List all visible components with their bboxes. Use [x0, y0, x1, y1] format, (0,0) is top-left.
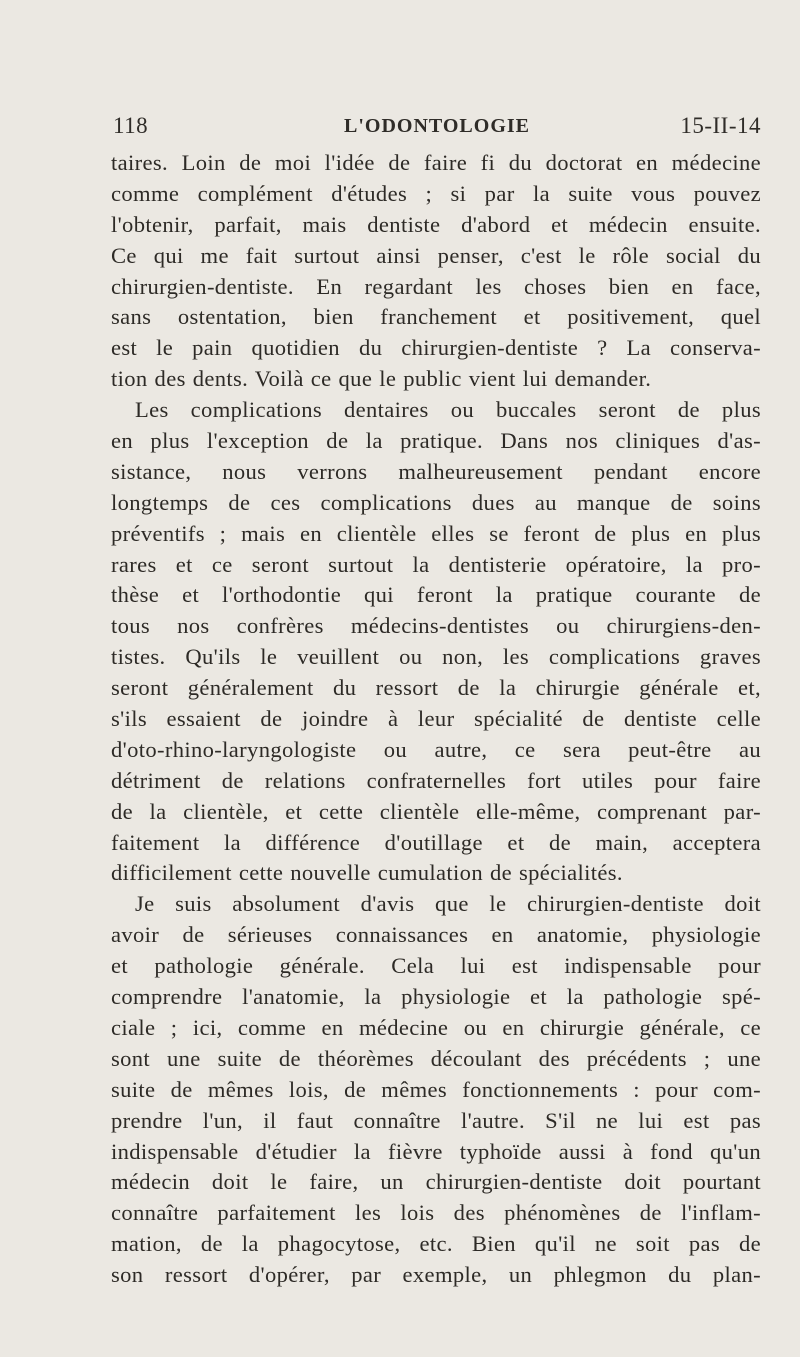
text-line: difficilement cette nouvelle cumulation de spécialités. [111, 860, 623, 886]
running-header [113, 113, 761, 143]
text-line: préventifs ; mais en clientèle elles se feront de plus en plus [111, 520, 761, 546]
text-line: tous nos confrères médecins-dentistes ou chirurgiens-den- [111, 613, 761, 639]
text-line: de la clientèle, et cette clientèle elle-même, comprenant par- [111, 798, 761, 824]
text-line: Les complications dentaires ou buccales seront de plus [135, 397, 761, 423]
text-line: seront généralement du ressort de la chirurgie générale et, [111, 675, 761, 701]
text-line: sont une suite de théorèmes découlant des précédents ; une [111, 1045, 761, 1071]
text-line: sistance, nous verrons malheureusement pendant encore [111, 458, 761, 484]
text-line: rares et ce seront surtout la dentisterie opératoire, la pro- [111, 551, 761, 577]
text-line: indispensable d'étudier la fièvre typhoïde aussi à fond qu'un [111, 1138, 761, 1164]
text-line: prendre l'un, il faut connaître l'autre. S'il ne lui est pas [111, 1107, 761, 1133]
issue-date: 15-II-14 [680, 113, 761, 138]
text-line: détriment de relations confraternelles fort utiles pour faire [111, 767, 761, 793]
text-line: chirurgien-dentiste. En regardant les choses bien en face, [111, 273, 761, 299]
text-line: longtemps de ces complications dues au manque de soins [111, 489, 761, 515]
text-line: suite de mêmes lois, de mêmes fonctionnements : pour com- [111, 1076, 761, 1102]
body-text [111, 148, 761, 1291]
text-line: tion des dents. Voilà ce que le public vient lui demander. [111, 366, 652, 392]
text-line: médecin doit le faire, un chirurgien-dentiste doit pourtant [111, 1169, 761, 1195]
text-line: en plus l'exception de la pratique. Dans nos cliniques d'as- [111, 428, 761, 454]
running-title: L'ODONTOLOGIE [343, 115, 530, 137]
text-line: sans ostentation, bien franchement et positivement, quel [111, 304, 761, 330]
text-line: l'obtenir, parfait, mais dentiste d'abord et médecin ensuite. [111, 211, 761, 237]
text-line: Je suis absolument d'avis que le chirurgien-dentiste doit [135, 891, 761, 917]
text-line: d'oto-rhino-laryngologiste ou autre, ce sera peut-être au [111, 736, 761, 762]
text-line: est le pain quotidien du chirurgien-dentiste ? La conserva- [111, 335, 761, 361]
text-line: ciale ; ici, comme en médecine ou en chirurgie générale, ce [111, 1014, 761, 1040]
page-number: 118 [113, 113, 149, 138]
text-line: s'ils essaient de joindre à leur spécialité de dentiste celle [111, 706, 761, 732]
text-line: taires. Loin de moi l'idée de faire fi du doctorat en médecine [111, 150, 761, 175]
text-line: faitement la différence d'outillage et de main, acceptera [111, 829, 761, 855]
text-line: comme complément d'études ; si par la suite vous pouvez [111, 180, 761, 206]
text-line: comprendre l'anatomie, la physiologie et la pathologie spé- [111, 984, 761, 1010]
text-line: avoir de sérieuses connaissances en anatomie, physiologie [111, 922, 761, 948]
text-line: et pathologie générale. Cela lui est indispensable pour [111, 953, 761, 979]
text-line: Ce qui me fait surtout ainsi penser, c'est le rôle social du [111, 242, 761, 268]
text-line: thèse et l'orthodontie qui feront la pratique courante de [111, 582, 761, 608]
text-line: son ressort d'opérer, par exemple, un phlegmon du plan- [111, 1262, 761, 1288]
text-line: mation, de la phagocytose, etc. Bien qu'il ne soit pas de [111, 1231, 761, 1257]
text-line: tistes. Qu'ils le veuillent ou non, les complications graves [111, 644, 761, 670]
text-line: connaître parfaitement les lois des phénomènes de l'inflam- [111, 1200, 761, 1226]
